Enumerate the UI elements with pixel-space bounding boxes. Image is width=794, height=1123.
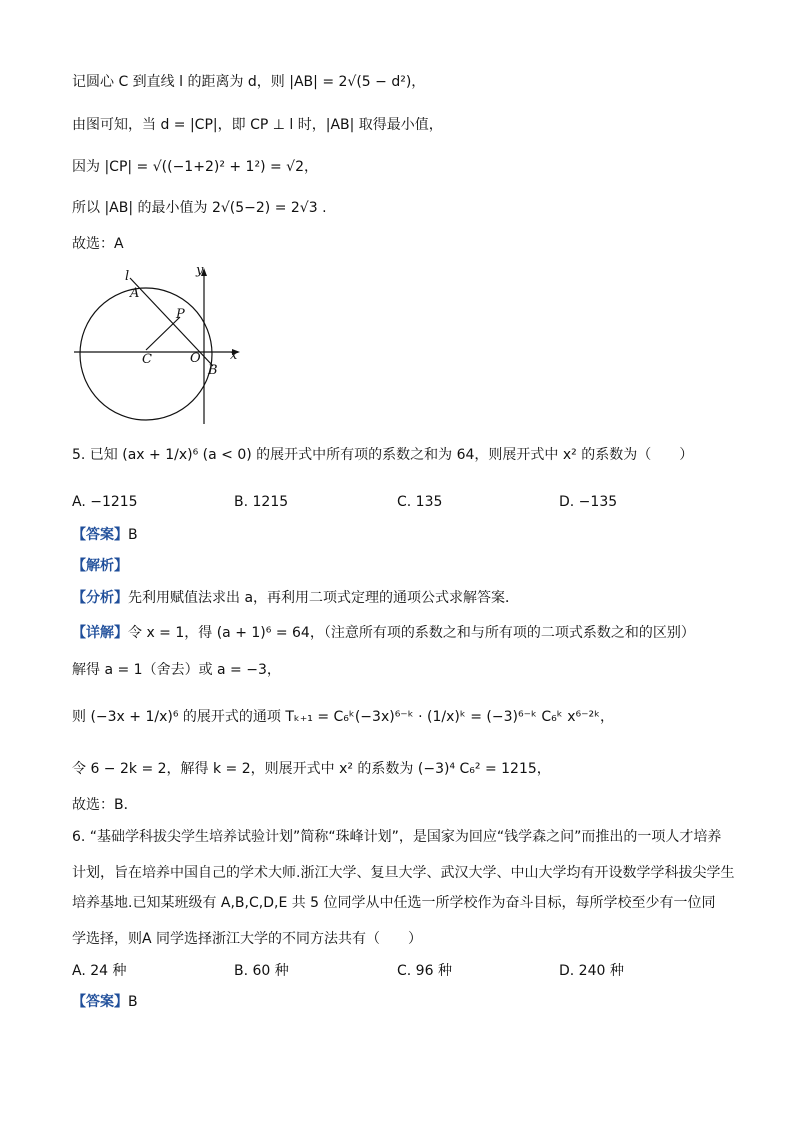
label-x: x xyxy=(230,348,238,363)
label-p: P xyxy=(176,307,185,322)
q5-step-1: 解得 a = 1（舍去）或 a = −3， xyxy=(72,662,281,678)
label-l: l xyxy=(125,269,130,284)
label-a: A xyxy=(130,286,140,301)
q6-option-c: C. 96 种 xyxy=(397,963,452,979)
q5-answer-line xyxy=(72,525,138,545)
q5-xiangjie-line xyxy=(72,623,695,643)
label-b: B xyxy=(208,363,218,378)
q5-xiangjie: 令 x = 1，得 (a + 1)⁶ = 64，（注意所有项的系数之和与所有项的二项式系数之和的区别） xyxy=(128,625,695,641)
q5-fenxi-line xyxy=(72,588,519,608)
q5-step-4: 故选：B． xyxy=(72,797,138,813)
q5-analysis-label: 【解析】 xyxy=(72,558,128,574)
label-o: O xyxy=(190,351,201,366)
solution-line-4: 所以 |AB| 的最小值为 2√(5−2) = 2√3 . xyxy=(72,200,327,216)
q5-fenxi: 先利用赋值法求出 a，再利用二项式定理的通项公式求解答案． xyxy=(128,590,520,606)
segment-cp xyxy=(146,317,180,350)
q6-option-b: B. 60 种 xyxy=(234,963,289,979)
q5-option-a: A. −1215 xyxy=(72,494,138,510)
q5-step-2: 则 (−3x + 1/x)⁶ 的展开式的通项 Tₖ₊₁ = C₆ᵏ(−3x)⁶⁻ᵏ · (1/x)ᵏ = (−3)⁶⁻ᵏ C₆ᵏ x⁶⁻²ᵏ， xyxy=(72,709,615,725)
q5-xiangjie-tag: 【详解】 xyxy=(72,625,128,641)
q6-paragraph-2: 计划，旨在培养中国自己的学术大师.浙江大学、复旦大学、武汉大学、中山大学均有开设数学学科拔尖学生 xyxy=(72,865,735,881)
circle-line-figure xyxy=(70,262,255,428)
q5-fenxi-tag: 【分析】 xyxy=(72,590,128,606)
label-y: y xyxy=(196,263,204,278)
q6-answer: B xyxy=(128,994,138,1010)
q6-answer-line xyxy=(72,992,138,1012)
q5-option-d: D. −135 xyxy=(559,494,618,510)
q6-option-d: D. 240 种 xyxy=(559,963,624,979)
q5-analysis-tag xyxy=(72,556,128,576)
q6-paragraph-4: 学选择，则A 同学选择浙江大学的不同方法共有（ ） xyxy=(72,931,423,947)
q6-option-a: A. 24 种 xyxy=(72,963,127,979)
q5-step-3: 令 6 − 2k = 2，解得 k = 2，则展开式中 x² 的系数为 (−3)⁴ C₆² = 1215， xyxy=(72,761,551,777)
label-c: C xyxy=(142,352,152,367)
solution-choice: 故选：A xyxy=(72,236,124,252)
q5-answer: B xyxy=(128,527,138,543)
q6-paragraph-1: 6. “基础学科拔尖学生培养试验计划”简称“珠峰计划”，是国家为回应“钱学森之问”而推出的一项人才培养 xyxy=(72,829,722,845)
q5-answer-tag: 【答案】 xyxy=(72,527,128,543)
q5-option-c: C. 135 xyxy=(397,494,443,510)
solution-line-2: 由图可知，当 d = |CP|，即 CP ⊥ l 时，|AB| 取得最小值， xyxy=(72,117,443,133)
solution-line-1: 记圆心 C 到直线 l 的距离为 d，则 |AB| = 2√(5 − d²)， xyxy=(72,74,426,90)
q6-paragraph-3: 培养基地.已知某班级有 A,B,C,D,E 共 5 位同学从中任选一所学校作为奋斗目标，每所学校至少有一位同 xyxy=(72,895,716,911)
q5-option-b: B. 1215 xyxy=(234,494,289,510)
q5-stem: 5. 已知 (ax + 1/x)⁶ (a < 0) 的展开式中所有项的系数之和为 64，则展开式中 x² 的系数为（ ） xyxy=(72,447,694,463)
q6-answer-tag: 【答案】 xyxy=(72,994,128,1010)
solution-line-3: 因为 |CP| = √((−1+2)² + 1²) = √2， xyxy=(72,159,318,175)
